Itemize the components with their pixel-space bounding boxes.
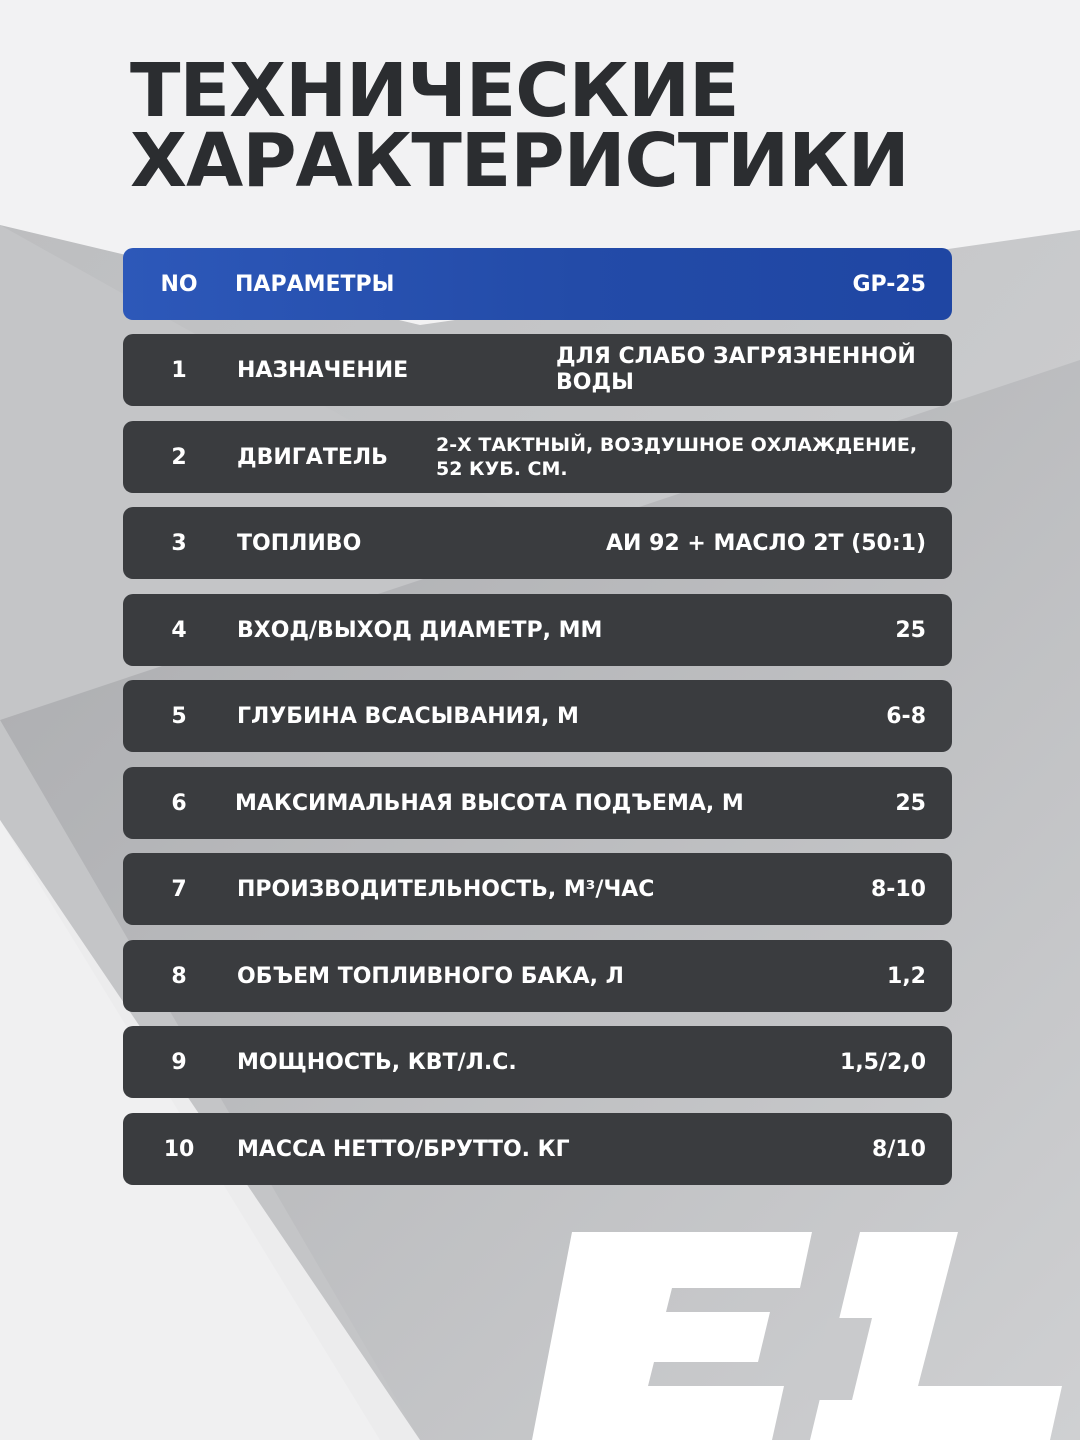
row-value: 1,2 [887,963,926,989]
row-value: 25 [895,790,926,816]
header-no: NO [160,271,198,297]
header-model: GP-25 [852,271,926,297]
row-value: ДЛЯ СЛАБО ЗАГРЯЗНЕННОЙ ВОДЫ [556,344,916,395]
row-no: 6 [171,790,187,816]
row-param: ТОПЛИВО [237,530,362,556]
row-param: ОБЪЕМ ТОПЛИВНОГО БАКА, Л [237,963,624,989]
row-no: 10 [163,1136,195,1162]
row-value: 2-Х ТАКТНЫЙ, ВОЗДУШНОЕ ОХЛАЖДЕНИЕ, 52 КУБ. СМ. [436,434,918,480]
row-value: 25 [895,617,926,643]
row-no: 1 [171,357,187,383]
row-param: ДВИГАТЕЛЬ [237,444,388,470]
row-no: 8 [171,963,187,989]
row-param: МАССА НЕТТО/БРУТТО. КГ [237,1136,570,1162]
row-no: 2 [171,444,187,470]
logo-letter-e [532,1232,812,1440]
row-value: АИ 92 + МАСЛО 2Т (50:1) [606,530,926,556]
header-param: ПАРАМЕТРЫ [235,271,395,297]
row-param: ВХОД/ВЫХОД ДИАМЕТР, ММ [237,617,603,643]
row-param: НАЗНАЧЕНИЕ [237,357,409,383]
row-no: 7 [171,876,187,902]
row-param: ГЛУБИНА ВСАСЫВАНИЯ, М [237,703,579,729]
row-param: МАКСИМАЛЬНАЯ ВЫСОТА ПОДЪЕМА, М [235,790,744,816]
row-no: 5 [171,703,187,729]
row-value: 8/10 [872,1136,926,1162]
title-line-1: ТЕХНИЧЕСКИЕ [130,48,739,134]
row-param: МОЩНОСТЬ, КВТ/Л.С. [237,1049,517,1075]
row-no: 9 [171,1049,187,1075]
row-value: 6-8 [886,703,926,729]
row-value: 8-10 [870,876,926,902]
row-no: 4 [171,617,187,643]
row-no: 3 [171,530,187,556]
row-value: 1,5/2,0 [840,1049,926,1075]
title-line-2: ХАРАКТЕРИСТИКИ [130,118,909,204]
row-param: ПРОИЗВОДИТЕЛЬНОСТЬ, М³/ЧАС [237,876,655,902]
